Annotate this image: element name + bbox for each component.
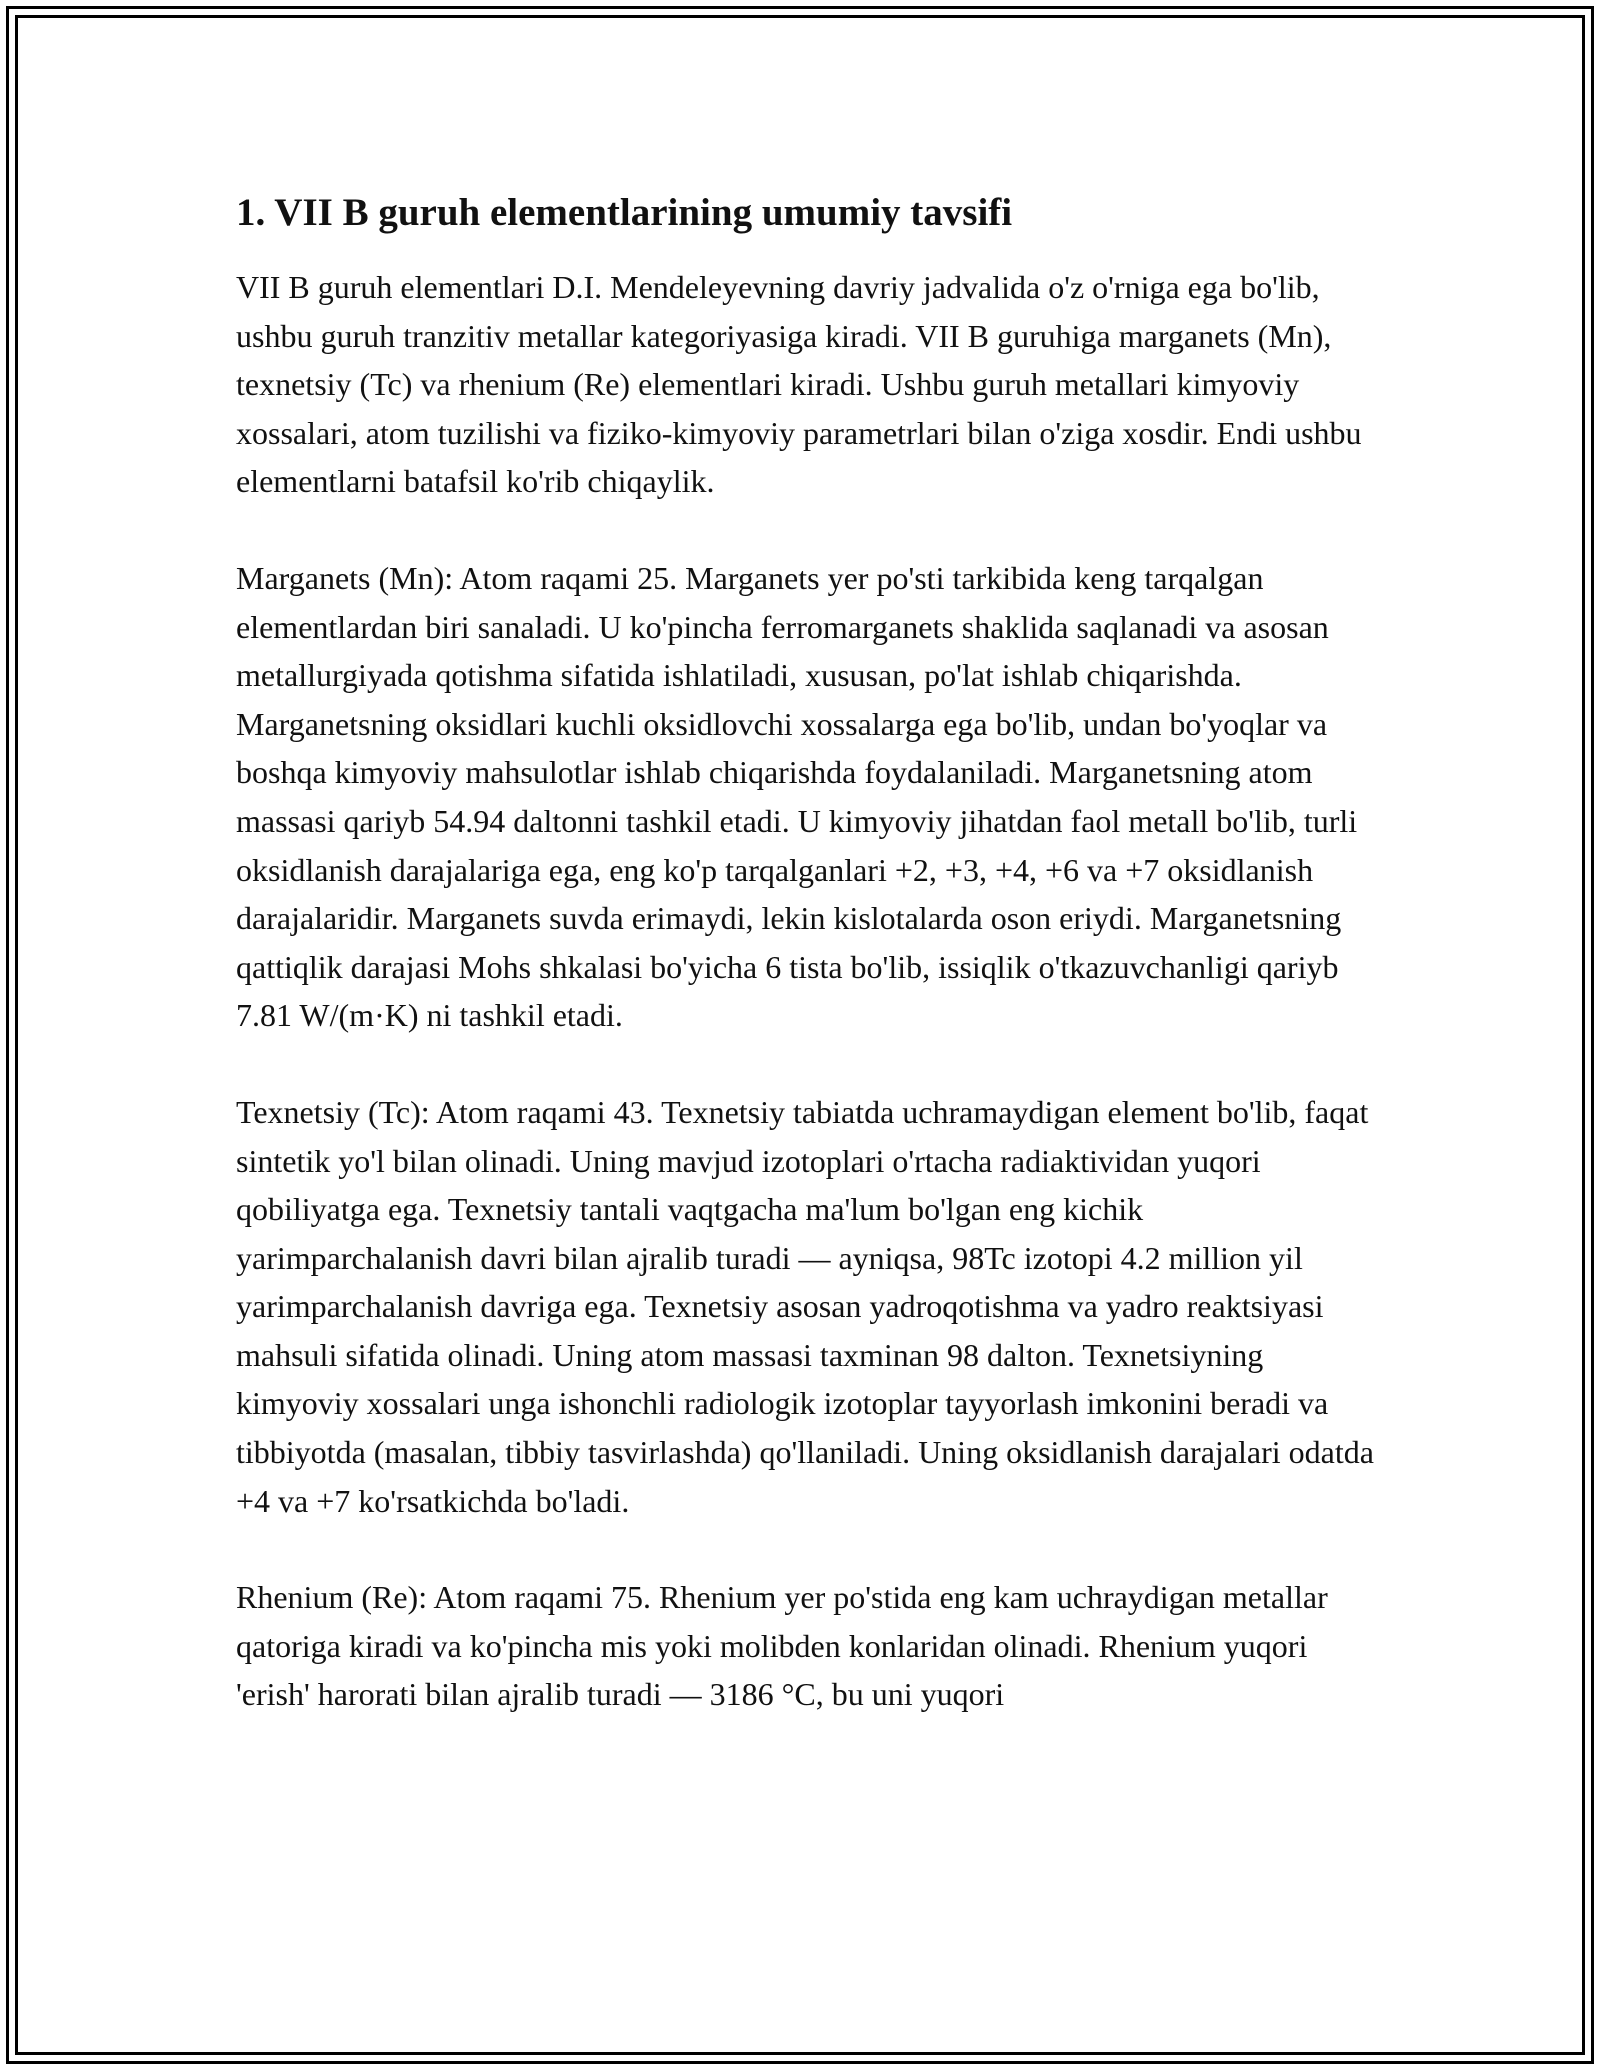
paragraph-rhenium: Rhenium (Re): Atom raqami 75. Rhenium yer po'stida eng kam uchraydigan metallar qatoriga kiradi va ko'pincha mis yoki molibden konlaridan olinadi. Rhenium yuqori 'erish' harorati bilan ajralib turadi — 3186 °C, bu uni yuqori — [236, 1579, 1328, 1713]
page-title: 1. VII B guruh elementlarining umumiy tavsifi — [236, 191, 1013, 234]
paragraph-manganese: Marganets (Mn): Atom raqami 25. Marganets yer po'sti tarkibida keng tarqalgan elementlardan biri sanaladi. U ko'pincha ferromarganets shaklida saqlanadi va asosan metallurgiyada qotishma sifatida ishlatiladi, xususan, po'lat ishlab chiqarishda. Marganetsning oksidlari kuchli oksidlovchi xossalarga ega bo'lib, undan bo'yoqlar va boshqa kimyoviy mahsulotlar ishlab chiqarishda foydalaniladi. Marganetsning atom massasi qariyb 54.94 daltonni tashkil etadi. U kimyoviy jihatdan faol metall bo'lib, turli oksidlanish darajalariga ega, eng ko'p tarqalganlari +2, +3, +4, +6 va +7 oksidlanish darajalaridir. Marganets suvda erimaydi, lekin kislotalarda oson eriydi. Marganetsning qattiqlik darajasi Mohs shkalasi bo'yicha 6 tista bo'lib, issiqlik o'tkazuvchanligi qariyb 7.81 W/(m·K) ni tashkil etadi. — [236, 559, 1358, 1034]
paragraph-intro: VII B guruh elementlari D.I. Mendeleyevning davriy jadvalida o'z o'rniga ega bo'lib, ushbu guruh tranzitiv metallar kategoriyasiga kiradi. VII B guruhiga marganets (Mn), texnetsiy (Tc) va rhenium (Re) elementlari kiradi. Ushbu guruh metallari kimyoviy xossalari, atom tuzilishi va fiziko-kimyoviy parametrlari bilan o'ziga xosdir. Endi ushbu elementlarni batafsil ko'rib chiqaylik. — [236, 269, 1362, 500]
paragraph-technetium: Texnetsiy (Tc): Atom raqami 43. Texnetsiy tabiatda uchramaydigan element bo'lib, faqat sintetik yo'l bilan olinadi. Uning mavjud izotoplari o'rtacha radiaktividan yuqori qobiliyatga ega. Texnetsiy tantali vaqtgacha ma'lum bo'lgan eng kichik yarimparchalanish davri bilan ajralib turadi — ayniqsa, 98Tc izotopi 4.2 million yil yarimparchalanish davriga ega. Texnetsiy asosan yadroqotishma va yadro reaktsiyasi mahsuli sifatida olinadi. Uning atom massasi taxminan 98 dalton. Texnetsiyning kimyoviy xossalari unga ishonchli radiologik izotoplar tayyorlash imkonini beradi va tibbiyotda (masalan, tibbiy tasvirlashda) qo'llaniladi. Uning oksidlanish darajalari odatda +4 va +7 ko'rsatkichda bo'ladi. — [236, 1093, 1374, 1519]
document-body — [236, 185, 1376, 1767]
